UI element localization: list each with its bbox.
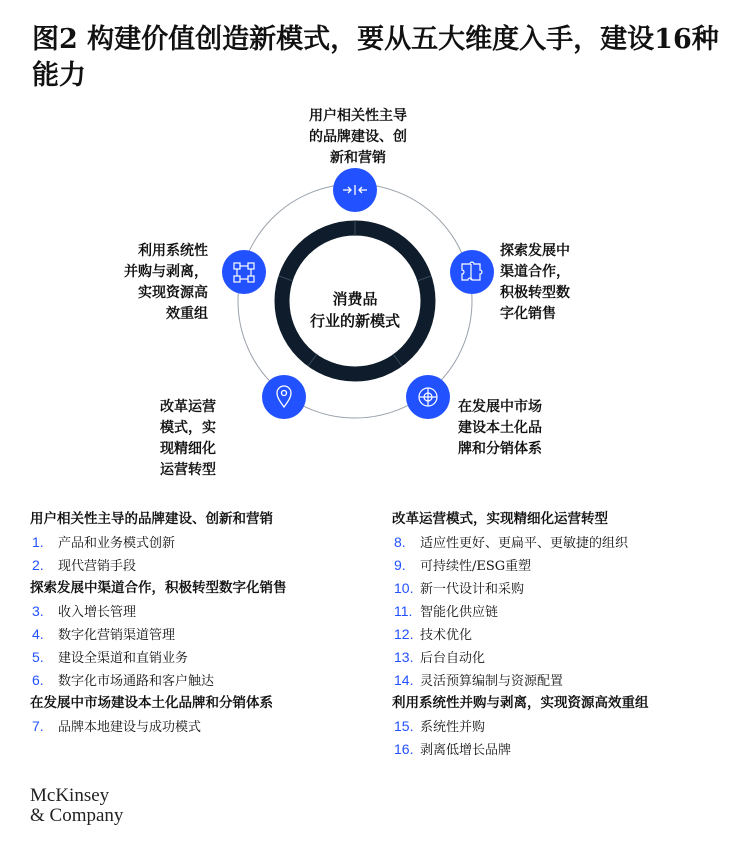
list-item bbox=[392, 554, 737, 577]
list-item bbox=[392, 531, 737, 554]
item-number: 14. bbox=[394, 672, 414, 688]
item-text: 智能化供应链 bbox=[420, 605, 499, 620]
label-line: 积极转型数 bbox=[500, 285, 570, 301]
node-local-markets bbox=[406, 375, 450, 419]
item-number: 8. bbox=[394, 534, 406, 550]
capabilities-left-column bbox=[30, 508, 375, 738]
capabilities-right-column bbox=[392, 508, 737, 761]
group-heading: 在发展中市场建设本土化品牌和分销体系 bbox=[30, 695, 273, 711]
item-number: 5. bbox=[32, 649, 44, 665]
list-item bbox=[30, 623, 375, 646]
dimension-label-mna bbox=[108, 241, 208, 325]
label-line: 在发展中市场 bbox=[458, 399, 542, 415]
list-item bbox=[392, 738, 737, 761]
item-text: 收入增长管理 bbox=[58, 605, 137, 620]
dimension-label-brand bbox=[296, 106, 420, 169]
globe-target-icon bbox=[419, 388, 437, 406]
dimension-label-local-markets bbox=[458, 397, 578, 460]
dimension-label-channels bbox=[500, 241, 600, 325]
item-text: 数字化营销渠道管理 bbox=[58, 628, 176, 643]
label-line: 探索发展中 bbox=[500, 243, 570, 259]
list-item bbox=[30, 669, 375, 692]
label-line: 用户相关性主导 bbox=[309, 108, 407, 124]
list-item bbox=[30, 715, 375, 738]
item-number: 6. bbox=[32, 672, 44, 688]
group-heading: 利用系统性并购与剥离，实现资源高效重组 bbox=[392, 695, 649, 711]
label-line: 建设本土化品 bbox=[458, 420, 542, 436]
label-line: 改革运营 bbox=[160, 399, 216, 415]
label-line: 渠道合作， bbox=[500, 264, 570, 280]
list-item bbox=[392, 669, 737, 692]
label-line: 的品牌建设、创 bbox=[309, 129, 407, 145]
group-heading: 用户相关性主导的品牌建设、创新和营销 bbox=[30, 511, 273, 527]
list-item bbox=[392, 623, 737, 646]
logo-line-1: McKinsey bbox=[30, 785, 110, 806]
node-mna bbox=[222, 250, 266, 294]
item-text: 技术优化 bbox=[420, 628, 473, 643]
item-text: 现代营销手段 bbox=[58, 559, 137, 574]
item-text: 后台自动化 bbox=[420, 651, 486, 666]
item-number: 13. bbox=[394, 649, 414, 665]
item-number: 4. bbox=[32, 626, 44, 642]
list-item bbox=[30, 646, 375, 669]
page-title: 图2 构建价值创造新模式，要从五大维度入手，建设16种能力 bbox=[32, 24, 719, 91]
logo-line-2: & Company bbox=[30, 805, 124, 826]
node-brand bbox=[333, 168, 377, 212]
item-text: 产品和业务模式创新 bbox=[58, 536, 176, 551]
label-line: 字化销售 bbox=[500, 306, 556, 322]
list-item bbox=[392, 600, 737, 623]
item-number: 12. bbox=[394, 626, 414, 642]
list-item bbox=[30, 531, 375, 554]
item-text: 适应性更好、更扁平、更敏捷的组织 bbox=[420, 536, 629, 551]
list-item bbox=[392, 715, 737, 738]
item-text: 可持续性/ESG重塑 bbox=[420, 559, 532, 574]
node-channels bbox=[450, 250, 494, 294]
group-heading: 改革运营模式，实现精细化运营转型 bbox=[392, 511, 608, 527]
item-number: 10. bbox=[394, 580, 414, 596]
item-text: 数字化市场通路和客户触达 bbox=[58, 674, 215, 689]
label-line: 现精细化 bbox=[160, 441, 216, 457]
label-line: 新和营销 bbox=[330, 150, 386, 166]
item-number: 3. bbox=[32, 603, 44, 619]
label-line: 运营转型 bbox=[160, 462, 216, 478]
item-number: 11. bbox=[394, 603, 413, 619]
item-text: 品牌本地建设与成功模式 bbox=[58, 720, 202, 735]
dimension-label-operations bbox=[160, 397, 240, 481]
center-label bbox=[290, 288, 420, 332]
list-item bbox=[392, 577, 737, 600]
node-operations bbox=[262, 375, 306, 419]
label-line: 实现资源高 bbox=[138, 285, 208, 301]
list-item bbox=[30, 600, 375, 623]
item-number: 1. bbox=[32, 534, 44, 550]
item-text: 新一代设计和采购 bbox=[420, 582, 525, 597]
item-text: 灵活预算编制与资源配置 bbox=[420, 674, 564, 689]
item-text: 剥离低增长品牌 bbox=[420, 743, 512, 758]
item-text: 建设全渠道和直销业务 bbox=[58, 651, 189, 666]
mckinsey-logo bbox=[30, 786, 123, 826]
label-line: 并购与剥离， bbox=[124, 264, 208, 280]
list-item bbox=[392, 646, 737, 669]
center-line-1: 消费品 bbox=[332, 290, 378, 308]
item-number: 9. bbox=[394, 557, 406, 573]
group-heading: 探索发展中渠道合作，积极转型数字化销售 bbox=[30, 580, 287, 596]
center-line-2: 行业的新模式 bbox=[309, 312, 400, 330]
item-number: 15. bbox=[394, 718, 414, 734]
label-line: 牌和分销体系 bbox=[458, 441, 542, 457]
list-item bbox=[30, 554, 375, 577]
item-number: 7. bbox=[32, 718, 44, 734]
item-number: 16. bbox=[394, 741, 414, 757]
item-number: 2. bbox=[32, 557, 44, 573]
label-line: 利用系统性 bbox=[138, 243, 208, 259]
item-text: 系统性并购 bbox=[420, 720, 486, 735]
label-line: 效重组 bbox=[166, 306, 208, 322]
label-line: 模式，实 bbox=[160, 420, 216, 436]
